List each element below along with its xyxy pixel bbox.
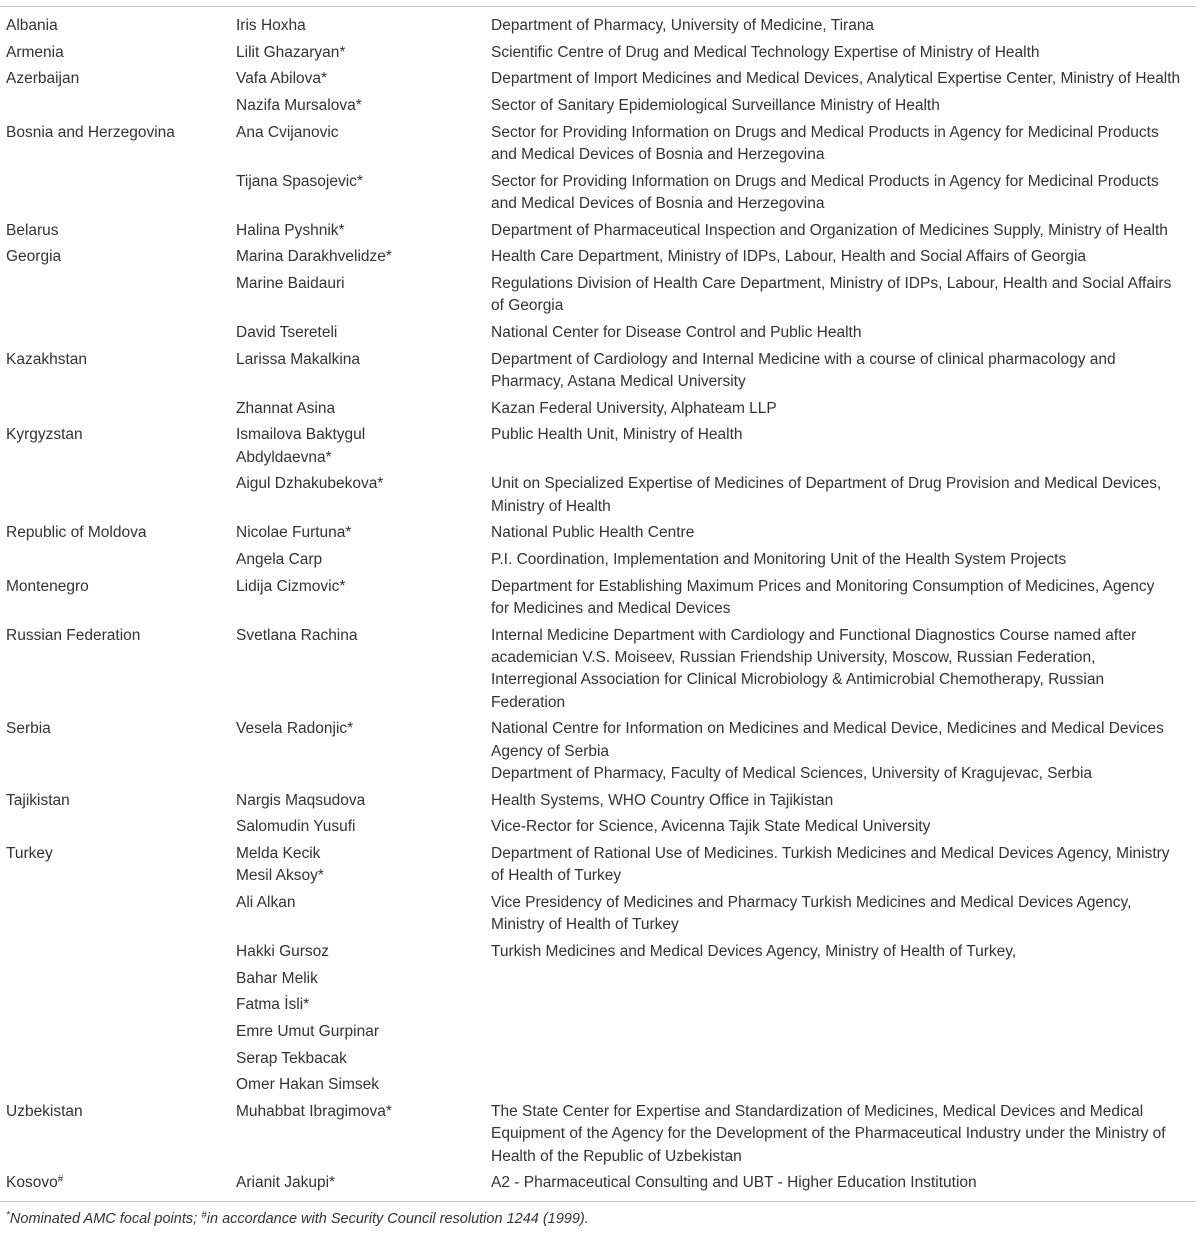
focal-point-cell [236, 814, 491, 841]
country-cell [0, 1019, 236, 1046]
focal-point-name: Ana Cvijanovic [236, 123, 339, 141]
country-cell [0, 939, 236, 966]
table-row [0, 93, 1196, 120]
institution-line: academician V.S. Moiseev, Russian Friendship University, Moscow, Russian Federation, [491, 649, 1096, 667]
focal-point-name: David Tsereteli [236, 324, 338, 342]
institution-cell [491, 716, 1196, 787]
country-cell [0, 471, 236, 520]
focal-point-name: Zhannat Asina [236, 399, 336, 417]
institution-line: Department of Pharmaceutical Inspection and Organization of Medicines Supply, Ministry of Health [491, 221, 1168, 239]
focal-point-cell [236, 890, 491, 939]
country-name: Kyrgyzstan [6, 426, 83, 444]
focal-point-name: Vafa Abilova* [236, 70, 328, 88]
table-row [0, 1170, 1196, 1197]
focal-point-cell [236, 1072, 491, 1099]
institution-cell [491, 244, 1196, 271]
table-body [0, 13, 1196, 1197]
institution-line: Vice-Rector for Science, Avicenna Tajik State Medical University [491, 818, 931, 836]
table-row [0, 218, 1196, 245]
country-name: Georgia [6, 248, 62, 266]
country-cell [0, 547, 236, 574]
table-row [0, 1072, 1196, 1099]
country-cell [0, 574, 236, 623]
table-row [0, 120, 1196, 169]
country-cell [0, 841, 236, 890]
institution-line: Ministry of Health [491, 497, 611, 515]
country-cell [0, 396, 236, 423]
institution-cell [491, 396, 1196, 423]
focal-point-name: Svetlana Rachina [236, 626, 358, 644]
institution-cell [491, 890, 1196, 939]
footnote-asterisk: * [6, 1210, 10, 1221]
institution-line: Public Health Unit, Ministry of Health [491, 426, 743, 444]
institution-cell [491, 218, 1196, 245]
institution-line: Pharmacy, Astana Medical University [491, 373, 746, 391]
focal-point-name: Aigul Dzhakubekova* [236, 475, 384, 493]
institution-line: Department of Rational Use of Medicines. Turkish Medicines and Medical Devices Agency, Ministry [491, 845, 1170, 862]
focal-point-name: Bahar Melik [236, 969, 318, 987]
table-row [0, 547, 1196, 574]
focal-point-cell [236, 422, 491, 471]
focal-point-name: Abdyldaevna* [236, 448, 332, 466]
country-cell [0, 66, 236, 93]
focal-point-name: Salomudin Yusufi [236, 818, 356, 836]
focal-point-cell [236, 547, 491, 574]
footnote-hash: # [201, 1210, 207, 1221]
country-cell [0, 1099, 236, 1170]
table-row [0, 890, 1196, 939]
country-name: Republic of Moldova [6, 524, 147, 542]
institution-line: Interregional Association for Clinical Microbiology & Antimicrobial Chemotherapy, Russian [491, 671, 1105, 689]
country-name: Belarus [6, 221, 59, 239]
focal-point-name: Omer Hakan Simsek [236, 1076, 379, 1094]
institution-cell [491, 623, 1196, 717]
institution-line: Equipment of the Agency for the Development of the Pharmaceutical Industry under the Ministry of [491, 1125, 1166, 1143]
institution-line: Kazan Federal University, Alphateam LLP [491, 399, 777, 417]
country-cell [0, 1170, 236, 1197]
institution-cell [491, 1019, 1196, 1046]
country-name: Kazakhstan [6, 350, 87, 368]
focal-point-name: Hakki Gursoz [236, 942, 330, 960]
focal-point-name: Emre Umut Gurpinar [236, 1023, 379, 1041]
institution-line: Sector for Providing Information on Drugs and Medical Products in Agency for Medicinal Products [491, 123, 1159, 141]
institution-line: of Health of Turkey [491, 867, 622, 885]
table-row [0, 66, 1196, 93]
focal-point-cell [236, 347, 491, 396]
table-row [0, 841, 1196, 890]
institution-line: Department of Cardiology and Internal Medicine with a course of clinical pharmacology and [491, 350, 1116, 368]
institution-line: Department of Pharmacy, University of Medicine, Tirana [491, 17, 875, 34]
focal-point-cell [236, 93, 491, 120]
focal-point-name: Angela Carp [236, 551, 323, 569]
focal-point-name: Halina Pyshnik* [236, 221, 345, 239]
institution-cell [491, 471, 1196, 520]
institution-cell [491, 520, 1196, 547]
country-cell [0, 218, 236, 245]
table-row [0, 40, 1196, 67]
institution-line: Sector for Providing Information on Drugs and Medical Products in Agency for Medicinal Products [491, 172, 1159, 190]
table-row [0, 939, 1196, 966]
table-row [0, 347, 1196, 396]
focal-point-name: Nargis Maqsudova [236, 791, 366, 809]
country-cell [0, 93, 236, 120]
focal-point-cell [236, 66, 491, 93]
focal-point-cell [236, 520, 491, 547]
country-name: Turkey [6, 845, 53, 862]
institution-cell [491, 169, 1196, 218]
table-row [0, 623, 1196, 717]
focal-point-name: Iris Hoxha [236, 17, 306, 34]
table-row [0, 13, 1196, 40]
institution-cell [491, 966, 1196, 993]
focal-point-cell [236, 1019, 491, 1046]
institution-line: Agency of Serbia [491, 742, 610, 760]
focal-point-name: Fatma İsli* [236, 996, 310, 1014]
focal-point-cell [236, 1046, 491, 1073]
country-cell [0, 169, 236, 218]
institution-line: Regulations Division of Health Care Department, Ministry of IDPs, Labour, Health and Social Affairs [491, 275, 1172, 293]
institution-line: Vice Presidency of Medicines and Pharmacy Turkish Medicines and Medical Devices Agency, [491, 893, 1132, 911]
country-cell [0, 320, 236, 347]
institution-line: Scientific Centre of Drug and Medical Technology Expertise of Ministry of Health [491, 43, 1040, 61]
country-cell [0, 992, 236, 1019]
country-cell [0, 271, 236, 320]
institution-line: for Medicines and Medical Devices [491, 600, 731, 618]
institution-line: Health Systems, WHO Country Office in Tajikistan [491, 791, 834, 809]
institution-line: Health Care Department, Ministry of IDPs, Labour, Health and Social Affairs of Georgia [491, 248, 1087, 266]
focal-points-table [0, 13, 1196, 1197]
institution-cell [491, 1046, 1196, 1073]
country-name: Montenegro [6, 577, 89, 595]
table-row [0, 471, 1196, 520]
table-row [0, 788, 1196, 815]
institution-cell [491, 93, 1196, 120]
table-row [0, 169, 1196, 218]
country-cell [0, 120, 236, 169]
institution-cell [491, 13, 1196, 40]
country-cell [0, 890, 236, 939]
focal-point-cell [236, 120, 491, 169]
focal-point-cell [236, 320, 491, 347]
table-row [0, 396, 1196, 423]
institution-line: National Centre for Information on Medicines and Medical Device, Medicines and Medical Devices [491, 720, 1164, 738]
focal-point-cell [236, 939, 491, 966]
institution-line: Department for Establishing Maximum Prices and Monitoring Consumption of Medicines, Agency [491, 577, 1155, 595]
institution-cell [491, 320, 1196, 347]
country-cell [0, 422, 236, 471]
country-name: Albania [6, 17, 58, 34]
focal-point-cell [236, 1170, 491, 1197]
institution-cell [491, 422, 1196, 471]
country-cell [0, 966, 236, 993]
focal-point-cell [236, 1099, 491, 1170]
focal-point-cell [236, 271, 491, 320]
focal-point-cell [236, 788, 491, 815]
focal-point-name: Serap Tekbacak [236, 1049, 347, 1067]
table-bottom-rule [0, 1201, 1196, 1202]
table-row [0, 814, 1196, 841]
institution-cell [491, 40, 1196, 67]
table-row [0, 716, 1196, 787]
institution-cell [491, 814, 1196, 841]
table-row [0, 271, 1196, 320]
country-name: Azerbaijan [6, 70, 80, 88]
table-row [0, 244, 1196, 271]
focal-point-cell [236, 471, 491, 520]
table-row [0, 320, 1196, 347]
focal-point-name: Marine Baidauri [236, 275, 345, 293]
focal-point-name: Lilit Ghazaryan* [236, 43, 346, 61]
country-cell [0, 520, 236, 547]
institution-cell [491, 547, 1196, 574]
table-row [0, 574, 1196, 623]
institution-cell [491, 939, 1196, 966]
table-footnote [6, 1211, 589, 1227]
institution-line: National Public Health Centre [491, 524, 695, 542]
institution-cell [491, 347, 1196, 396]
focal-point-name: Mesil Aksoy* [236, 867, 324, 885]
institution-cell [491, 788, 1196, 815]
institution-cell [491, 841, 1196, 890]
country-cell [0, 347, 236, 396]
institution-line: and Medical Devices of Bosnia and Herzegovina [491, 146, 825, 164]
focal-point-cell [236, 218, 491, 245]
country-cell [0, 40, 236, 67]
country-name: Bosnia and Herzegovina [6, 123, 175, 141]
institution-cell [491, 66, 1196, 93]
country-name: Kosovo [6, 1174, 58, 1192]
focal-point-name: Melda Kecik [236, 845, 321, 862]
table-row [0, 1019, 1196, 1046]
table-row [0, 1046, 1196, 1073]
country-name: Tajikistan [6, 791, 70, 809]
country-name: Armenia [6, 43, 64, 61]
table-row [0, 992, 1196, 1019]
country-cell [0, 1046, 236, 1073]
country-cell [0, 13, 236, 40]
focal-point-name: Muhabbat Ibragimova* [236, 1103, 392, 1121]
focal-point-cell [236, 992, 491, 1019]
institution-line: Turkish Medicines and Medical Devices Agency, Ministry of Health of Turkey, [491, 942, 1017, 960]
institution-line: P.I. Coordination, Implementation and Monitoring Unit of the Health System Projects [491, 551, 1067, 569]
institution-cell [491, 1072, 1196, 1099]
institution-cell [491, 1099, 1196, 1170]
country-cell [0, 623, 236, 717]
institution-line: Ministry of Health of Turkey [491, 916, 679, 934]
focal-point-cell [236, 716, 491, 787]
focal-point-cell [236, 169, 491, 218]
focal-point-cell [236, 574, 491, 623]
institution-cell [491, 271, 1196, 320]
focal-point-name: Ali Alkan [236, 893, 296, 911]
country-name: Uzbekistan [6, 1103, 83, 1121]
focal-point-cell [236, 396, 491, 423]
institution-line: The State Center for Expertise and Standardization of Medicines, Medical Devices and Medical [491, 1103, 1144, 1121]
institution-cell [491, 120, 1196, 169]
institution-line: Department of Pharmacy, Faculty of Medical Sciences, University of Kragujevac, Serbia [491, 764, 1093, 782]
focal-point-cell [236, 623, 491, 717]
country-footnote-mark: # [57, 1174, 64, 1186]
country-cell [0, 1072, 236, 1099]
country-cell [0, 244, 236, 271]
institution-cell [491, 992, 1196, 1019]
country-cell [0, 716, 236, 787]
country-cell [0, 814, 236, 841]
institution-line: National Center for Disease Control and Public Health [491, 324, 862, 342]
institution-line: A2 - Pharmaceutical Consulting and UBT - Higher Education Institution [491, 1174, 977, 1192]
focal-point-name: Arianit Jakupi* [236, 1174, 336, 1192]
country-name: Serbia [6, 720, 51, 738]
focal-point-cell [236, 244, 491, 271]
institution-line: Unit on Specialized Expertise of Medicines of Department of Drug Provision and Medical Devices, [491, 475, 1162, 493]
table-row [0, 422, 1196, 471]
focal-point-cell [236, 40, 491, 67]
footnote-text-2: in accordance with Security Council resolution 1244 (1999). [206, 1211, 589, 1227]
focal-point-name: Tijana Spasojevic* [236, 172, 363, 190]
table-row [0, 966, 1196, 993]
institution-line: Sector of Sanitary Epidemiological Surveillance Ministry of Health [491, 97, 940, 115]
focal-point-cell [236, 13, 491, 40]
focal-point-cell [236, 841, 491, 890]
focal-point-name: Nazifa Mursalova* [236, 97, 362, 115]
focal-point-name: Vesela Radonjic* [236, 720, 354, 738]
institution-line: Federation [491, 693, 566, 711]
institution-line: Internal Medicine Department with Cardiology and Functional Diagnostics Course named after [491, 626, 1137, 644]
institution-cell [491, 1170, 1196, 1197]
institution-line: of Georgia [491, 297, 564, 315]
institution-cell [491, 574, 1196, 623]
focal-point-name: Lidija Cizmovic* [236, 577, 346, 595]
focal-point-name: Nicolae Furtuna* [236, 524, 352, 542]
focal-point-cell [236, 966, 491, 993]
institution-line: Health of the Republic of Uzbekistan [491, 1147, 742, 1165]
table-row [0, 1099, 1196, 1170]
focal-point-name: Ismailova Baktygul [236, 426, 366, 444]
focal-point-name: Marina Darakhvelidze* [236, 248, 392, 266]
focal-point-name: Larissa Makalkina [236, 350, 361, 368]
institution-line: and Medical Devices of Bosnia and Herzegovina [491, 195, 825, 213]
institution-line: Department of Import Medicines and Medical Devices, Analytical Expertise Center, Ministry of Health [491, 70, 1181, 88]
country-name: Russian Federation [6, 626, 141, 644]
footnote-text-1: Nominated AMC focal points; [9, 1211, 202, 1227]
country-cell [0, 788, 236, 815]
table-row [0, 520, 1196, 547]
table-top-rule [0, 6, 1196, 7]
